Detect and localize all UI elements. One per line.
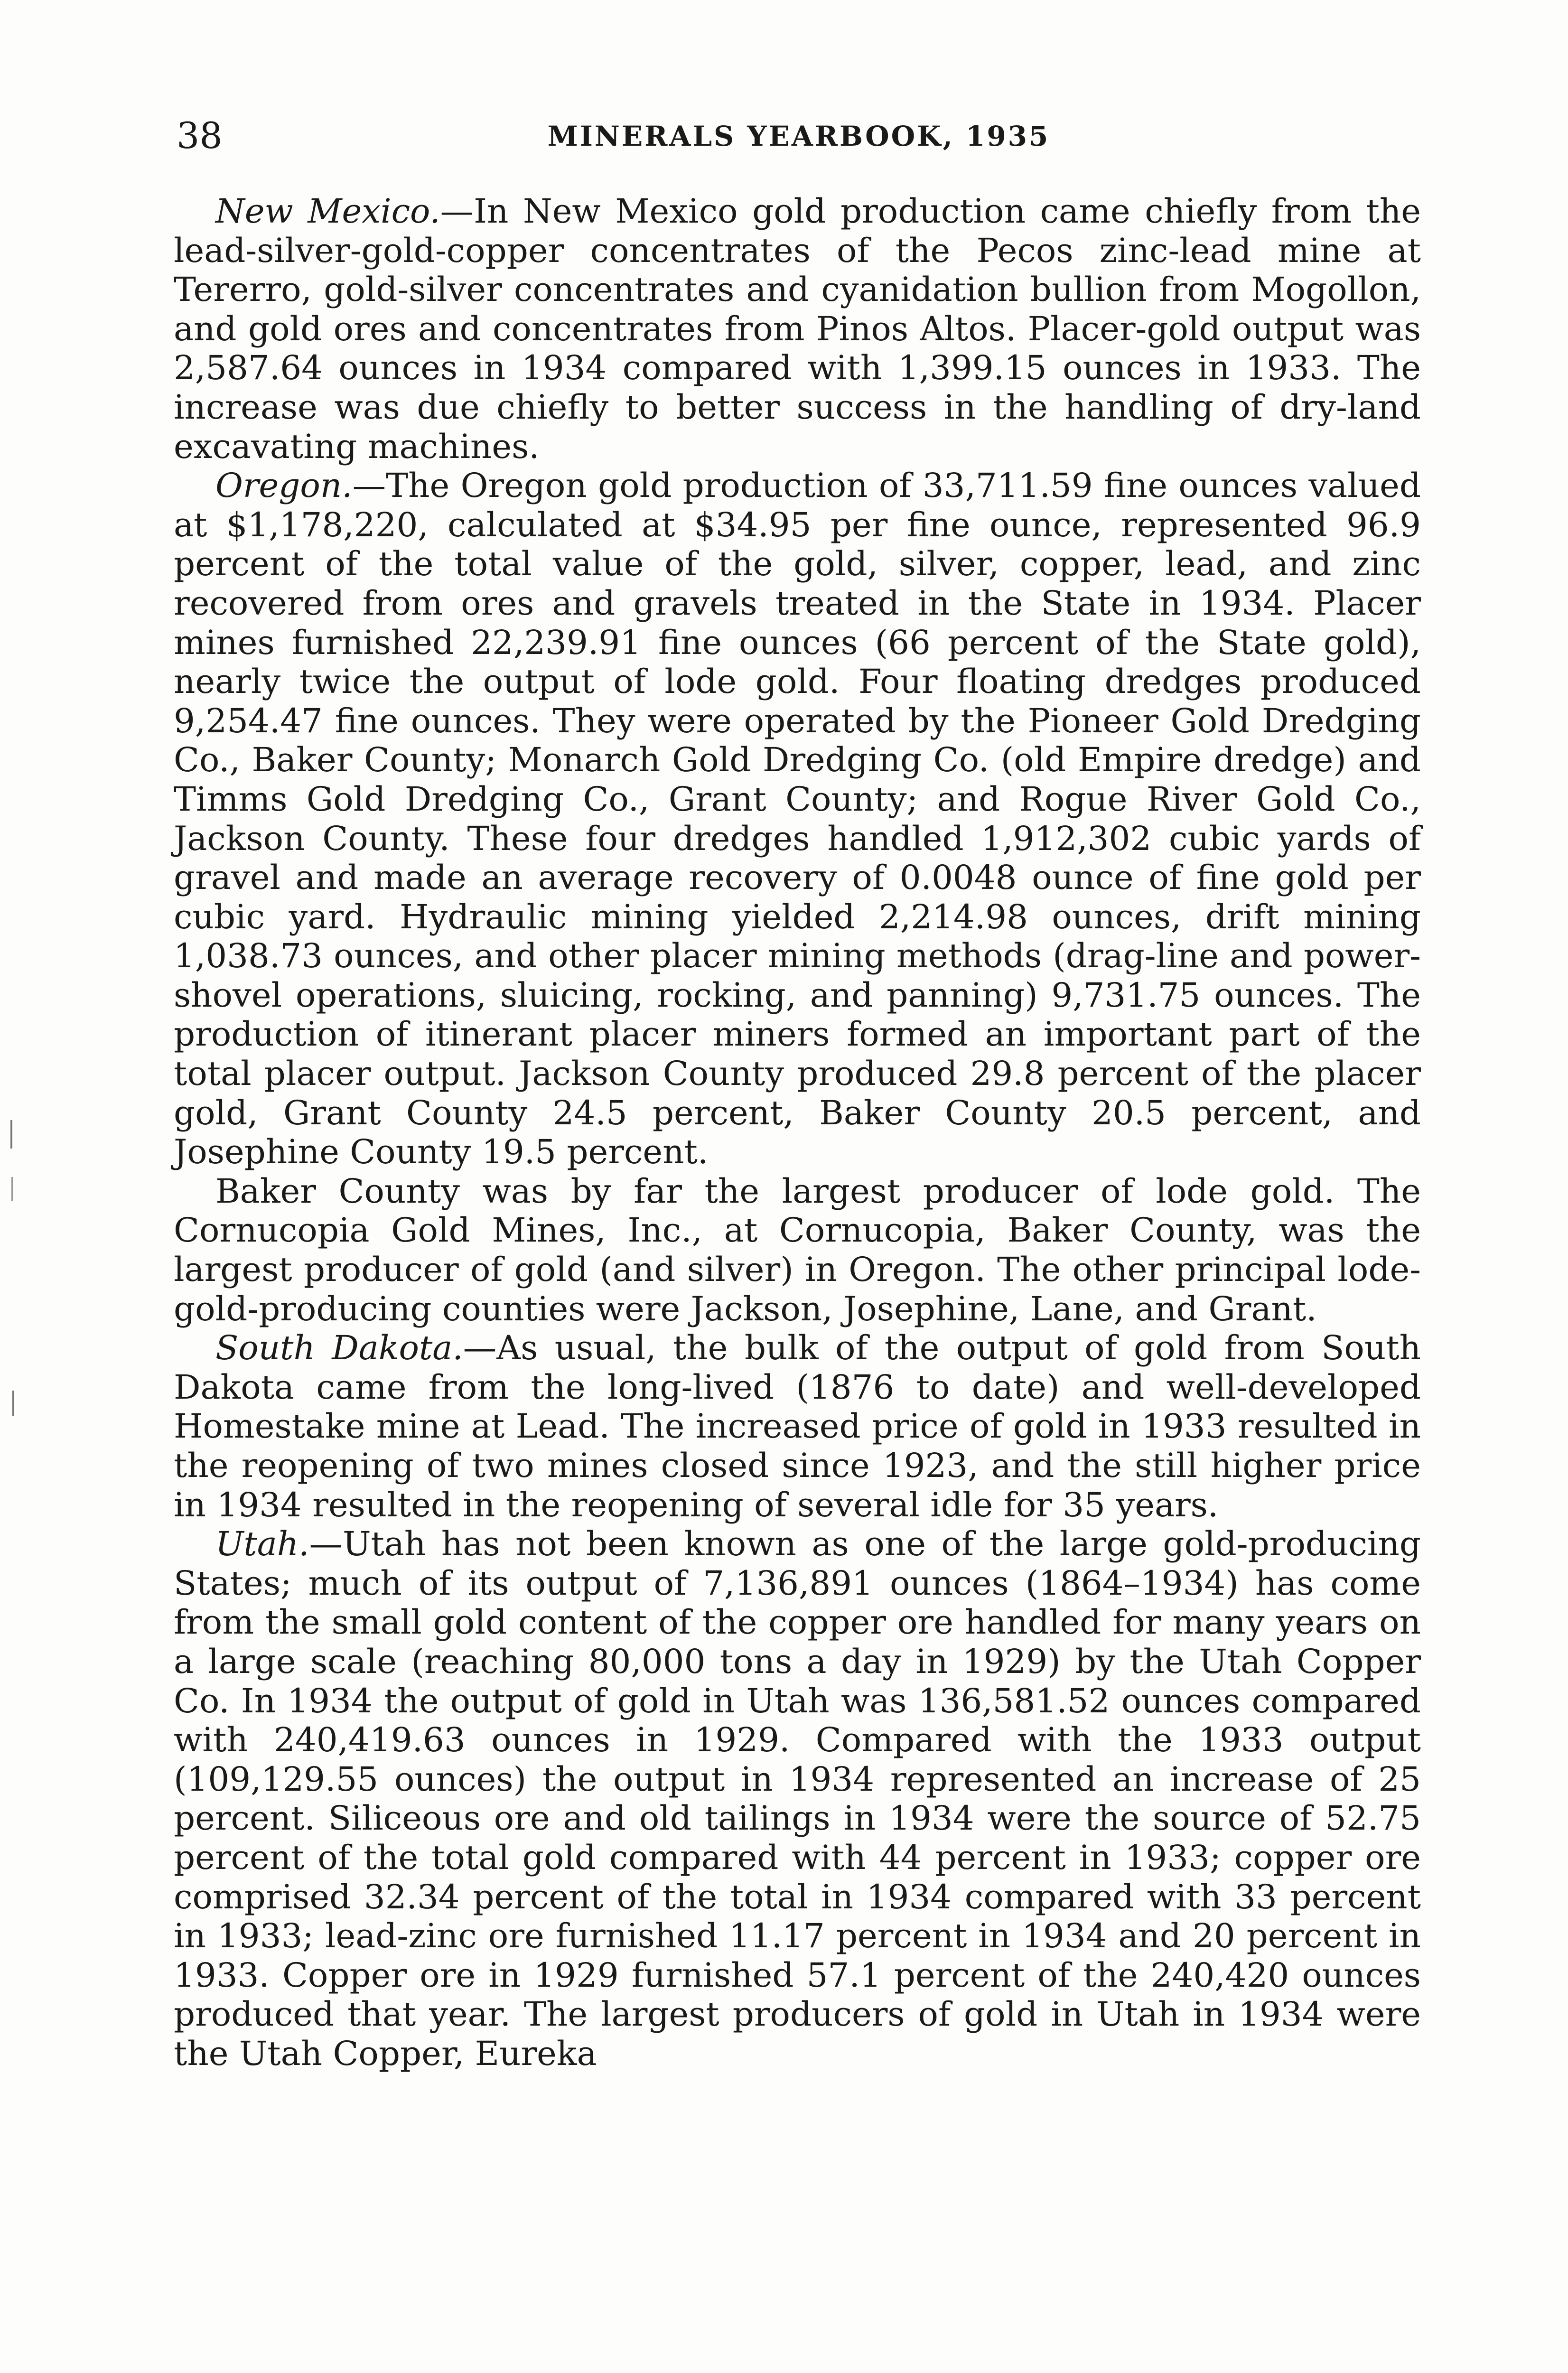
paragraph-text: —As usual, the bulk of the output of gold from South Dakota came from the long-lived (1876 to date) and well-developed Homestake mine at Lead. The increased price of gold in 1933 resulted in the reopening of two mines closed since 1923, and the still higher price in 1934 resulted in the reopening of several idle for 35 years.	[174, 1328, 1421, 1524]
state-heading-utah: Utah.	[215, 1524, 309, 1564]
state-heading-south-dakota: South Dakota.	[215, 1328, 463, 1368]
paragraph-text: —In New Mexico gold production came chiefly from the lead-silver-gold-copper concentrates of the Pecos zinc-lead mine at Tererro, gold-silver concentrates and cyanidation bullion from Mogollon, and gold ores and concentrates from Pinos Altos. Placer-gold output was 2,587.64 ounces in 1934 compared with 1,399.15 ounces in 1933. The increase was due chiefly to better success in the handling of dry-land excavating machines.	[174, 192, 1421, 466]
paragraph-text: Baker County was by far the largest producer of lode gold. The Cornucopia Gold Mines, Inc., at Cornucopia, Baker County, was the largest producer of gold (and silver) in Oregon. The other principal lode-gold-producing counties were Jackson, Josephine, Lane, and Grant.	[174, 1171, 1421, 1328]
paragraph-text: —The Oregon gold production of 33,711.59 fine ounces valued at $1,178,220, calculated at $34.95 per fine ounce, represented 96.9 percent of the total value of the gold, silver, copper, lead, and zinc recovered from ores and gravels treated in the State in 1934. Placer mines furnished 22,239.91 fine ounces (66 percent of the State gold), nearly twice the output of lode gold. Four floating dredges produced 9,254.47 fine ounces. They were operated by the Pioneer Gold Dredging Co., Baker County; Monarch Gold Dredging Co. (old Empire dredge) and Timms Gold Dredging Co., Grant County; and Rogue River Gold Co., Jackson County. These four dredges handled 1,912,302 cubic yards of gravel and made an average recovery of 0.0048 ounce of fine gold per cubic yard. Hydraulic mining yielded 2,214.98 ounces, drift mining 1,038.73 ounces, and other placer mining methods (drag-line and power-shovel operations, sluicing, rocking, and panning) 9,731.75 ounces. The production of itinerant placer miners formed an important part of the total placer output. Jackson County produced 29.8 percent of the placer gold, Grant County 24.5 percent, Baker County 20.5 percent, and Josephine County 19.5 percent.	[174, 466, 1421, 1172]
margin-scan-mark	[12, 1391, 14, 1416]
body-text	[174, 192, 1421, 2074]
paragraph-new-mexico	[174, 192, 1421, 466]
page-number: 38	[177, 114, 223, 157]
paragraph-utah	[174, 1524, 1421, 2073]
paragraph-oregon	[174, 466, 1421, 1172]
page-header	[177, 112, 1421, 164]
paragraph-oregon-lode	[174, 1172, 1421, 1328]
margin-scan-mark	[10, 1120, 12, 1149]
state-heading-oregon: Oregon.	[215, 466, 353, 505]
state-heading-new-mexico: New Mexico.	[215, 192, 440, 231]
margin-scan-mark	[11, 1177, 13, 1201]
paragraph-text: —Utah has not been known as one of the large gold-producing States; much of its output of 7,136,891 ounces (1864–1934) has come from the small gold content of the copper ore handled for many years on a large scale (reaching 80,000 tons a day in 1929) by the Utah Copper Co. In 1934 the output of gold in Utah was 136,581.52 ounces compared with 240,419.63 ounces in 1929. Compared with the 1933 output (109,129.55 ounces) the output in 1934 represented an increase of 25 percent. Siliceous ore and old tailings in 1934 were the source of 52.75 percent of the total gold compared with 44 percent in 1933; copper ore comprised 32.34 percent of the total in 1934 compared with 33 percent in 1933; lead-zinc ore furnished 11.17 percent in 1934 and 20 percent in 1933. Copper ore in 1929 furnished 57.1 percent of the 240,420 ounces produced that year. The largest producers of gold in Utah in 1934 were the Utah Copper, Eureka	[174, 1524, 1421, 2073]
running-head: MINERALS YEARBOOK, 1935	[547, 120, 1050, 152]
paragraph-south-dakota	[174, 1328, 1421, 1524]
